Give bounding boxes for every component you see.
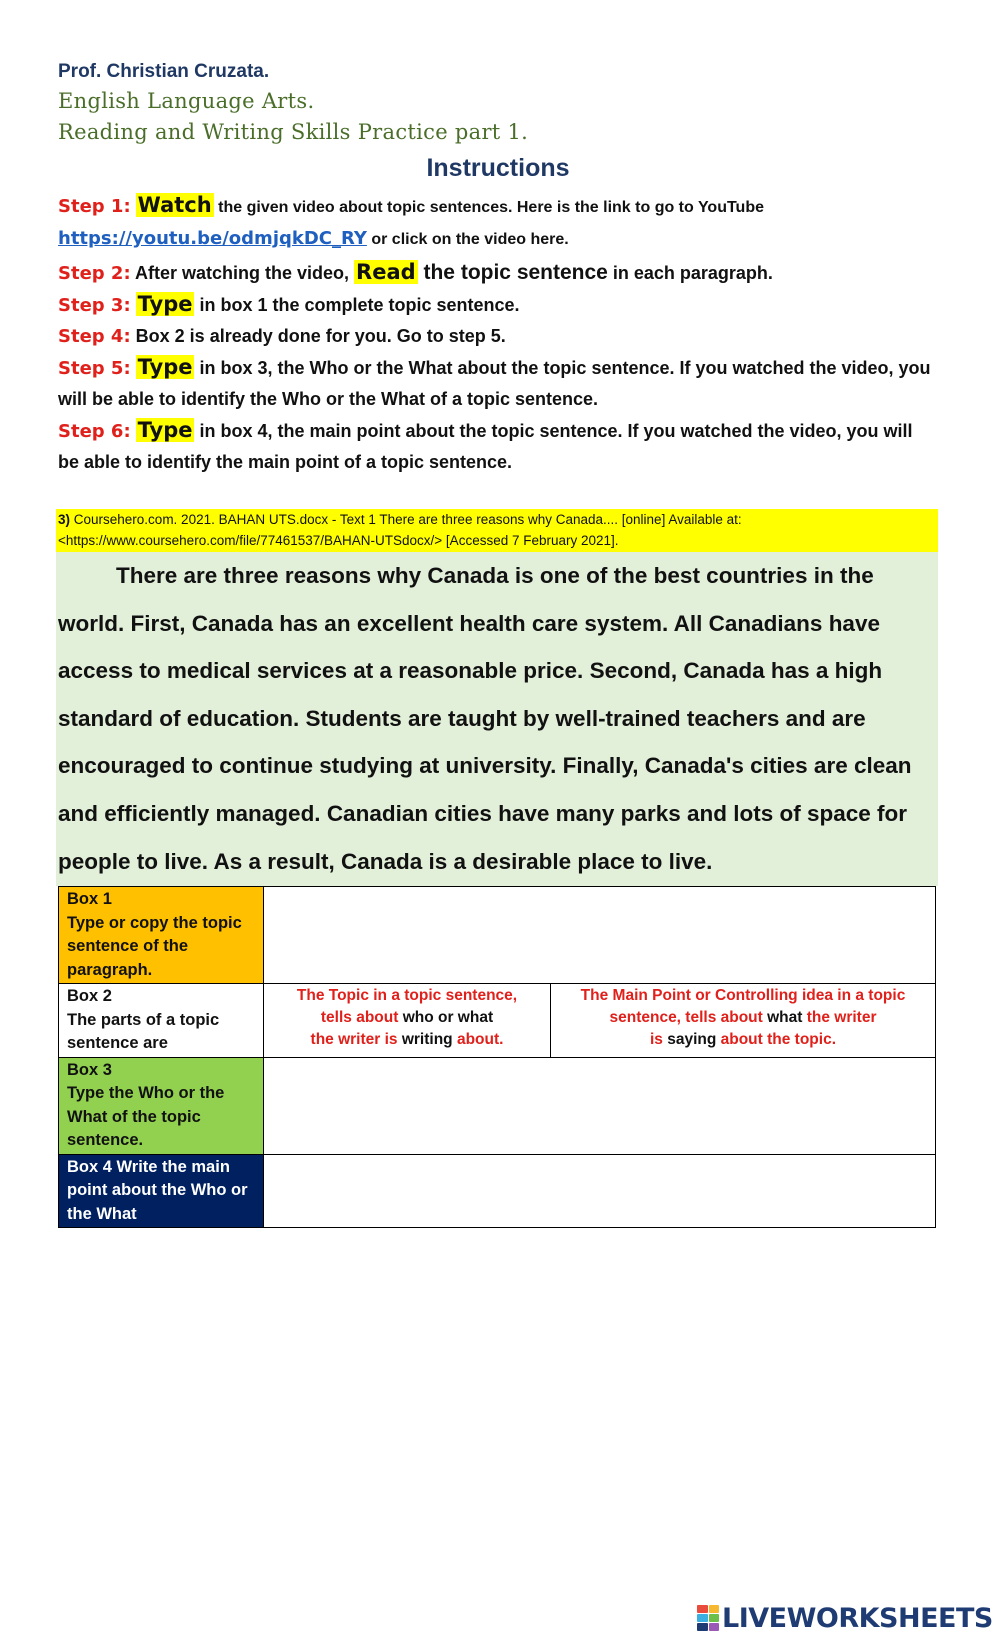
step-3-text: in box 1 the complete topic sentence. [194,295,520,315]
topic-part-d: the writer is [310,1031,398,1048]
liveworksheets-logo-icon [697,1605,719,1631]
step-5 [58,352,938,415]
box-4-instruction: Box 4 Write the main point about the Who or the What [67,1157,248,1223]
step-1-text: the given video about topic sentences. Here is the link to go to YouTube [213,199,764,216]
step-1-after-link: or click on the video here. [366,231,569,248]
box-3-label-cell [59,1057,264,1154]
step-6-keyword: Type [137,418,193,442]
passage-text: There are three reasons why Canada is one of the best countries in the world. First, Canada has an excellent health care system. All Canadians have access to medical services at a reasonable price. Second, Canada has a high standard of education. Students are taught by well-trained teachers and are encouraged to continue studying at university. Finally, Canada's cities are clean and efficiently managed. Canadian cities have many parks and lots of space for people to live. As a result, Canada is a desirable place to live. [58,563,912,874]
citation [56,509,938,552]
step-2-keyword: Read [356,260,416,284]
answer-table [58,886,936,1228]
step-6-text: in box 4, the main point about the topic sentence. If you watched the video, you will be able to identify the main point of a topic sentence. [58,421,913,472]
subject-title: English Language Arts. [58,89,315,113]
main-part-d: the writer [806,1009,877,1026]
instructions-section [58,58,938,478]
instructions-heading: Instructions [426,154,570,182]
box-2-instruction: The parts of a topic sentence are [67,1010,220,1052]
author-name: Prof. Christian Cruzata. [58,61,270,82]
box-2-row [59,984,936,1058]
step-5-label: Step 5: [58,358,131,379]
step-6-label: Step 6: [58,421,131,442]
step-4-label: Step 4: [58,326,131,347]
step-5-keyword: Type [137,355,193,379]
liveworksheets-brand [697,1603,993,1633]
main-part-e: is [649,1031,663,1048]
step-4 [58,321,938,352]
box-1-row [59,887,936,984]
topic-part-f: about. [456,1031,504,1048]
step-3 [58,289,938,321]
step-4-text: Box 2 is already done for you. Go to step 5. [130,326,506,346]
topic-part-a: The Topic in a topic sentence, [296,987,518,1004]
reading-passage [56,552,938,886]
topic-part-c: who or what [398,1009,494,1026]
box-3-row [59,1057,936,1154]
youtube-link[interactable]: https://youtu.be/odmjqkDC_RY [58,228,367,249]
box-2-title: Box 2 [67,987,112,1005]
box-2-main-point-cell [551,984,936,1058]
main-part-f: saying [662,1031,721,1048]
box-4-answer-field[interactable] [264,1154,936,1228]
step-1-keyword: Watch [137,193,212,217]
topic-part-e: writing [397,1031,457,1048]
box-3-title: Box 3 [67,1060,112,1079]
step-2 [58,257,938,289]
step-1 [58,190,938,255]
step-2-emph: the topic sentence [417,261,608,284]
box-2-topic-cell [264,984,551,1058]
box-1-instruction: Type or copy the topic sentence of the paragraph. [67,913,242,979]
box-1-label-cell [59,887,264,984]
box-3-instruction: Type the Who or the What of the topic sentence. [67,1084,225,1149]
step-3-keyword: Type [137,292,193,316]
topic-part-b: tells about [320,1009,399,1026]
box-1-title: Box 1 [67,890,112,908]
box-2-label-cell [59,984,264,1058]
step-2-text: in each paragraph. [607,263,773,283]
step-3-label: Step 3: [58,295,131,316]
main-part-c: what [762,1009,807,1026]
step-1-label: Step 1: [58,196,131,217]
main-part-g: about the topic. [720,1031,837,1048]
step-5-text: in box 3, the Who or the What about the topic sentence. If you watched the video, you will be able to identify the Who or the What of a topic sentence. [58,358,931,409]
citation-text: Coursehero.com. 2021. BAHAN UTS.docx - Text 1 There are three reasons why Canada.... [online] Available at: <https://www.coursehero.com/file/77461537/BAHAN-UTSdocx/> [Accessed 7 February 2021]. [58,512,742,548]
practice-title: Reading and Writing Skills Practice part 1. [58,120,529,144]
main-part-a: The Main Point or Controlling idea in a topic [580,987,906,1004]
step-2-label: Step 2: [58,263,131,284]
box-4-row [59,1154,936,1228]
step-2-pre: After watching the video, [135,263,355,283]
main-part-b: sentence, tells about [609,1009,763,1026]
citation-number: 3) [58,512,71,527]
box-3-answer-field[interactable] [264,1057,936,1154]
brand-text: LIVEWORKSHEETS [722,1602,993,1634]
box-4-label-cell [59,1154,264,1228]
step-6 [58,415,938,478]
box-1-answer-field[interactable] [264,887,936,984]
